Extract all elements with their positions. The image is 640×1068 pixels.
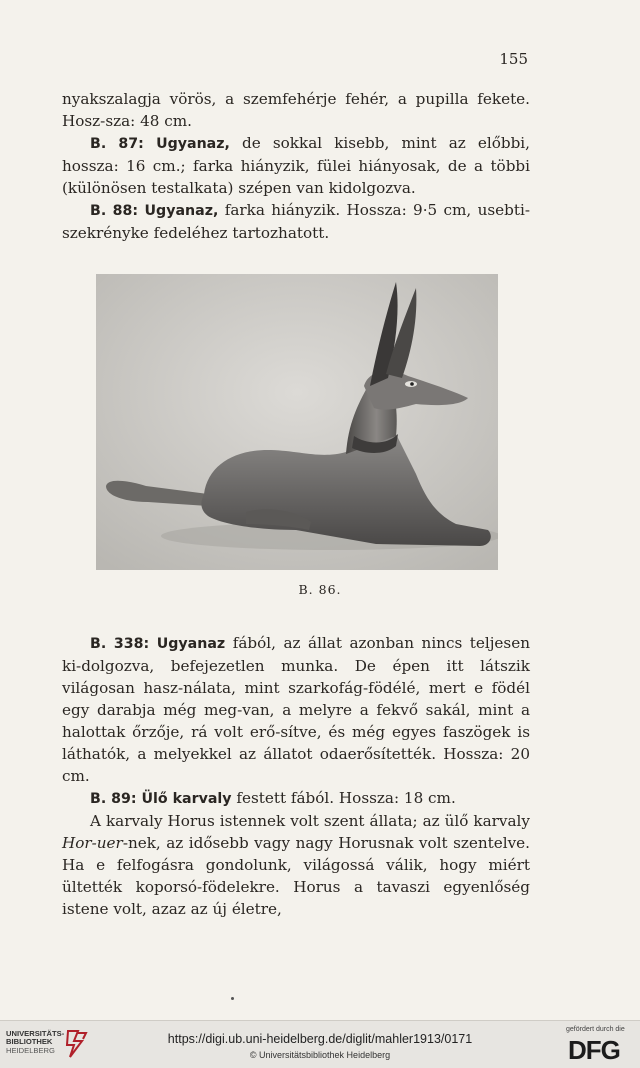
copyright-notice: © Universitätsbibliothek Heidelberg (249, 1050, 391, 1060)
top-text-block (62, 88, 530, 244)
dfg-logo: DFG (568, 1035, 620, 1065)
paragraph-text: -nek, az idősebb vagy nagy Horusnak volt szentelve. Ha e felfogásra gondolunk, világossá válik, hogy miért ültették koporsó-födelekre. Horus a tavaszi egyenlőség istene volt, azaz az új életre, (62, 834, 530, 918)
paragraph-text: A karvaly Horus istennek volt szent állata; az ülő karvaly (90, 812, 530, 830)
entry-text: farka hiányzik. Hossza: 9·5 cm, usebti-szekrényke fedeléhez tartozhatott. (62, 201, 530, 242)
entry-label: B. 88: Ugyanaz, (90, 203, 219, 219)
entry-b338 (62, 632, 530, 787)
entry-b89 (62, 787, 530, 810)
entry-label: B. 338: Ugyanaz (90, 636, 226, 652)
figure-caption: B. 86. (298, 582, 342, 597)
entry-text: festett fából. Hossza: 18 cm. (231, 789, 456, 807)
entry-text: fából, az állat azonban nincs teljesen ki-dolgozva, befejezetlen munka. De épen itt látszik világosan hasz-nálata, mint szarkofág-födélé, mert e födél egy darabja még meg-van, a melyre a fekvő sakál, mint a halottak őrzője, rá volt erő-sítve, és még egyes faszögek is láthatók, a melyekkel az állatot odaerősítették. Hossza: 20 cm. (62, 634, 530, 785)
page-number: 155 (499, 50, 528, 68)
speck (231, 997, 234, 1000)
permalink-url[interactable]: https://digi.ub.uni-heidelberg.de/diglit/mahler1913/0171 (167, 1032, 473, 1046)
library-name-line: UNIVERSITÄTS- (6, 1029, 65, 1038)
entry-b88 (62, 199, 530, 244)
library-name-line: HEIDELBERG (6, 1045, 55, 1055)
continuation-paragraph: nyakszalagja vörös, a szemfehérje fehér, a pupilla fekete. Hosz-sza: 48 cm. (62, 90, 530, 130)
bottom-text-block (62, 632, 530, 920)
entry-label: B. 87: Ugyanaz, (90, 136, 230, 152)
footer-bar (0, 1020, 640, 1068)
horus-paragraph (62, 810, 530, 920)
entry-text: de sokkal kisebb, mint az előbbi, hossza: 16 cm.; farka hiányzik, fülei hiányosak, de a többi (különösen testalkata) szépen van kidolgozva. (62, 134, 530, 197)
funding-note: gefördert durch die (566, 1026, 625, 1033)
figure-photo (96, 274, 498, 570)
library-name-line: BIBLIOTHEK (6, 1037, 53, 1047)
entry-label: B. 89: Ülő karvaly (90, 791, 232, 807)
jackal-figurine-image (96, 274, 498, 570)
entry-b87 (62, 132, 530, 199)
italic-term: Hor-uer (62, 834, 123, 852)
